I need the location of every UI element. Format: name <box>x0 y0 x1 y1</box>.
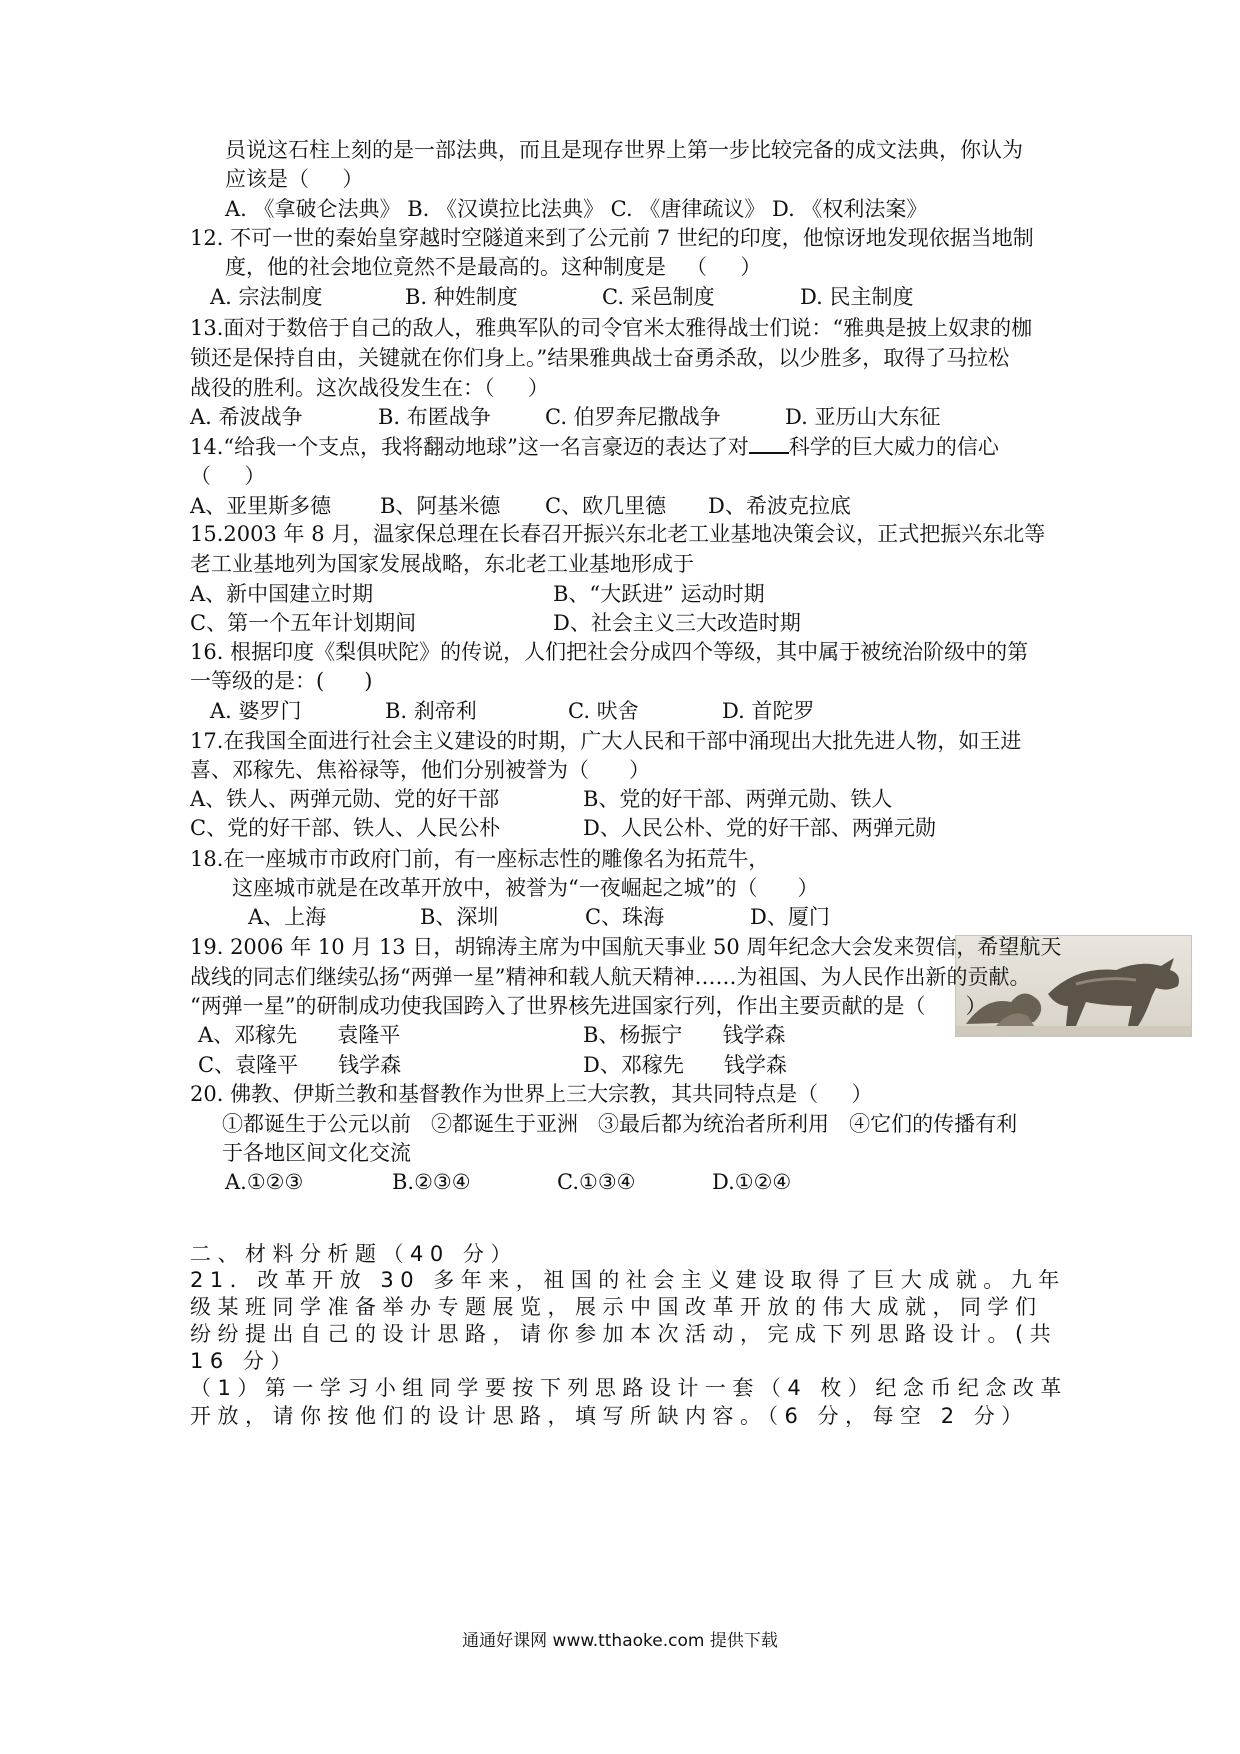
q18-option-a: A、上海 <box>248 905 327 929</box>
q17-option-c: C、党的好干部、铁人、人民公朴 <box>190 816 501 840</box>
q11-options: A. 《拿破仑法典》 B. 《汉谟拉比法典》 C. 《唐律疏议》 D. 《权利法案》 <box>225 197 928 221</box>
q20-line3: 于各地区间文化交流 <box>222 1141 411 1165</box>
q17-line1: 17.在我国全面进行社会主义建设的时期，广大人民和干部中涌现出大批先进人物，如王进 <box>190 729 1022 753</box>
q19-option-b: B、杨振宁 钱学森 <box>583 1023 786 1047</box>
q20-option-d: D.①②④ <box>712 1170 792 1194</box>
q14-option-a: A、亚里斯多德 <box>190 494 332 518</box>
q18-line2: 这座城市就是在改革开放中，被誉为“一夜崛起之城”的（ ） <box>232 876 819 900</box>
q17-option-d: D、人民公朴、党的好干部、两弹元勋 <box>583 816 936 840</box>
q12-option-b: B. 种姓制度 <box>405 285 518 309</box>
q17-option-b: B、党的好干部、两弹元勋、铁人 <box>583 787 893 811</box>
q14-option-b: B、阿基米德 <box>380 494 501 518</box>
q14-line1-start: 14.“给我一个支点，我将翻动地球”这一名言豪迈的表达了对 <box>190 435 749 459</box>
q18-option-c: C、珠海 <box>585 905 665 929</box>
q16-option-a: A. 婆罗门 <box>210 699 302 723</box>
q14-line2: （ ） <box>190 464 266 488</box>
q14-option-d: D、希波克拉底 <box>708 494 851 518</box>
q11-line1: 员说这石柱上刻的是一部法典，而且是现存世界上第一步比较完备的成文法典，你认为 <box>225 138 1023 162</box>
q14-line1-end: 科学的巨大威力的信心 <box>788 435 999 459</box>
q21-sub1-line1: （1）第一学习小组同学要按下列思路设计一套（4 枚）纪念币纪念改革 <box>190 1376 1068 1400</box>
q12-line1: 12. 不可一世的秦始皇穿越时空隧道来到了公元前 7 世纪的印度，他惊讶地发现依据当地制 <box>190 226 1034 250</box>
q19-option-d: D、邓稼先 钱学森 <box>583 1053 787 1077</box>
q19-line3: “两弹一星”的研制成功使我国跨入了世界核先进国家行列，作出主要贡献的是（ ） <box>190 994 987 1018</box>
q20-option-c: C.①③④ <box>557 1170 636 1194</box>
q15-option-a: A、新中国建立时期 <box>190 582 374 606</box>
q12-option-d: D. 民主制度 <box>800 285 914 309</box>
page-footer: 通通好课网 www.tthaoke.com 提供下载 <box>462 1631 778 1651</box>
q16-line2: 一等级的是：( ) <box>190 669 373 693</box>
q15-line1: 15.2003 年 8 月，温家保总理在长春召开振兴东北老工业基地决策会议，正式把振兴东北等 <box>190 522 1046 546</box>
q19-line1: 19. 2006 年 10 月 13 日，胡锦涛主席为中国航天事业 50 周年纪念大会发来贺信，希望航天 <box>190 935 1062 959</box>
q20-line1: 20. 佛教、伊斯兰教和基督教作为世界上三大宗教，其共同特点是（ ） <box>190 1082 873 1106</box>
q15-line2: 老工业基地列为国家发展战略，东北老工业基地形成于 <box>190 552 694 576</box>
q14-option-c: C、欧几里德 <box>545 494 667 518</box>
q12-line2: 度，他的社会地位竟然不是最高的。这种制度是 （ ） <box>225 255 762 279</box>
q17-line2: 喜、邓稼先、焦裕禄等，他们分别被誉为（ ） <box>190 758 651 782</box>
q20-line2: ①都诞生于公元以前 ②都诞生于亚洲 ③最后都为统治者所利用 ④它们的传播有利 <box>222 1112 1018 1136</box>
section-2-title: 二、材料分析题（40 分） <box>190 1242 518 1266</box>
q14-blank <box>749 434 789 454</box>
q21-line3: 纷纷提出自己的设计思路，请你参加本次活动，完成下列思路设计。(共 <box>190 1322 1058 1346</box>
q12-option-c: C. 采邑制度 <box>602 285 715 309</box>
q16-option-b: B. 刹帝利 <box>385 699 477 723</box>
q14-line1 <box>190 431 999 463</box>
q17-option-a: A、铁人、两弹元勋、党的好干部 <box>190 787 500 811</box>
q19-option-c: C、袁隆平 钱学森 <box>198 1053 402 1077</box>
q16-option-d: D. 首陀罗 <box>722 699 815 723</box>
q18-option-b: B、深圳 <box>420 905 499 929</box>
q15-option-b: B、“大跃进” 运动时期 <box>553 582 765 606</box>
q13-option-d: D. 亚历山大东征 <box>785 405 941 429</box>
q19-line2: 战线的同志们继续弘扬“两弹一星”精神和载人航天精神……为祖国、为人民作出新的贡献。 <box>190 965 1031 989</box>
q21-line4: 16 分） <box>190 1349 298 1373</box>
q13-option-c: C. 伯罗奔尼撒战争 <box>545 405 721 429</box>
q15-option-c: C、第一个五年计划期间 <box>190 611 417 635</box>
q11-line2: 应该是（ ） <box>225 167 364 191</box>
q21-sub1-line2: 开放，请你按他们的设计思路，填写所缺内容。（6 分，每空 2 分） <box>190 1404 1029 1428</box>
q18-line1: 18.在一座城市市政府门前，有一座标志性的雕像名为拓荒牛， <box>190 847 770 871</box>
q20-option-b: B.②③④ <box>392 1170 471 1194</box>
q18-option-d: D、厦门 <box>750 905 830 929</box>
q21-line1: 21．改革开放 30 多年来，祖国的社会主义建设取得了巨大成就。九年 <box>190 1268 1066 1292</box>
q13-option-b: B. 布匿战争 <box>378 405 491 429</box>
q19-option-a: A、邓稼先 袁隆平 <box>198 1023 401 1047</box>
q21-line2: 级某班同学准备举办专题展览，展示中国改革开放的伟大成就，同学们 <box>190 1295 1043 1319</box>
q13-option-a: A. 希波战争 <box>190 405 303 429</box>
q15-option-d: D、社会主义三大改造时期 <box>553 611 801 635</box>
q13-line3: 战役的胜利。这次战役发生在：（ ） <box>190 376 549 400</box>
q13-line1: 13.面对于数倍于自己的敌人，雅典军队的司令官米太雅得战士们说：“雅典是披上奴隶的枷 <box>190 316 1033 340</box>
q13-line2: 锁还是保持自由，关键就在你们身上。”结果雅典战士奋勇杀敌，以少胜多，取得了马拉松 <box>190 346 1010 370</box>
q12-option-a: A. 宗法制度 <box>210 285 323 309</box>
q20-option-a: A.①②③ <box>225 1170 304 1194</box>
q16-option-c: C. 吠舍 <box>568 699 639 723</box>
q16-line1: 16. 根据印度《梨俱吠陀》的传说，人们把社会分成四个等级，其中属于被统治阶级中的第 <box>190 640 1029 664</box>
